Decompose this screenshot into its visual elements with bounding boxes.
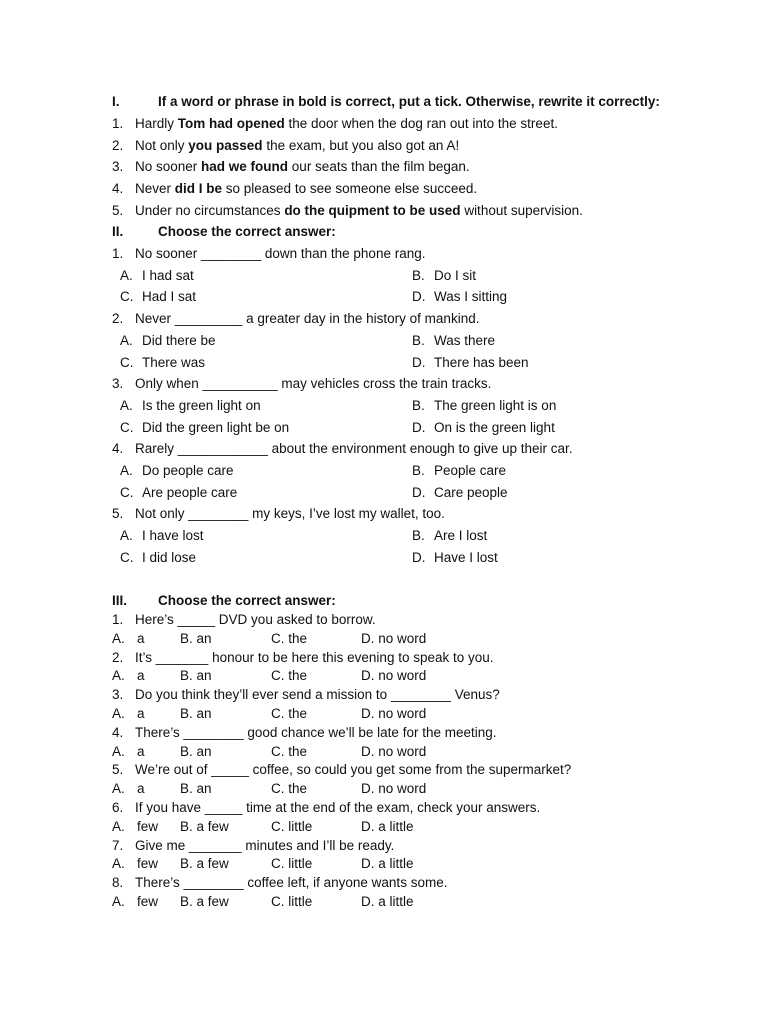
question-number: 7.: [112, 837, 124, 853]
item-number: 3.: [112, 159, 124, 175]
option-b: [412, 396, 556, 416]
question-number: 2.: [112, 649, 124, 665]
question-text: There’s ________ coffee left, if anyone wants some.: [135, 875, 448, 891]
option-letter: C.: [120, 354, 134, 370]
option: a: [137, 630, 145, 646]
option-c: [120, 483, 237, 503]
question-number: 1.: [112, 246, 124, 261]
option-d: [412, 353, 529, 373]
item-bold-phrase: did I be: [174, 181, 223, 197]
question-number: 5.: [112, 506, 124, 522]
option-letter: A.: [120, 267, 133, 283]
question-number: 1.: [112, 612, 124, 627]
option-text: There has been: [434, 354, 529, 370]
option-letter: D.: [412, 419, 426, 435]
item-text: [135, 114, 558, 134]
option: a: [137, 781, 145, 797]
question-number: 4.: [112, 441, 124, 457]
option: B. a few: [180, 856, 229, 872]
item-text-before: Under no circumstances: [135, 202, 285, 218]
option-text: Are people care: [142, 484, 238, 500]
option-row: [112, 629, 512, 649]
item-text-after: our seats than the film began.: [288, 159, 470, 175]
option-row: [120, 461, 720, 481]
option-text: Was I sitting: [434, 289, 508, 305]
option-c: [120, 287, 196, 307]
option-text: Care people: [434, 484, 508, 500]
option-text: I did lose: [142, 549, 197, 565]
question-text: Rarely ____________ about the environment enough to give up their car.: [135, 441, 573, 457]
question-text: Do you think they’ll ever send a mission to ________ Venus?: [135, 687, 500, 703]
option-a: [120, 526, 204, 546]
option-row: [120, 548, 720, 568]
option: D. no word: [361, 668, 427, 684]
option: a: [137, 743, 145, 759]
item-text: [135, 136, 459, 156]
section-heading-text: If a word or phrase in bold is correct, put a tick. Otherwise, rewrite it correctly:: [158, 94, 660, 109]
option-letter: A.: [120, 463, 133, 478]
section-roman: I.: [112, 94, 120, 109]
option-row: [120, 418, 720, 438]
question-text: We’re out of _____ coffee, so could you get some from the supermarket?: [135, 762, 572, 778]
item-text: [135, 179, 477, 199]
option-d: [412, 287, 507, 307]
option-c: [120, 548, 196, 568]
item-bold-phrase: had we found: [201, 159, 289, 175]
option-letter: C.: [120, 419, 134, 435]
option: B. an: [180, 630, 212, 646]
option-letter: A.: [112, 668, 125, 684]
option: B. a few: [180, 818, 229, 834]
section-heading-text: Choose the correct answer:: [158, 593, 336, 608]
option: a: [137, 668, 145, 684]
item-number: 4.: [112, 181, 124, 197]
item-bold-phrase: you passed: [188, 137, 263, 153]
option: D. no word: [361, 630, 427, 646]
option-c: [120, 353, 205, 373]
option: C. the: [271, 781, 308, 797]
question-text: Give me _______ minutes and I’ll be ready.: [135, 837, 395, 853]
section-heading-text: Choose the correct answer:: [158, 224, 336, 239]
item-number: 2.: [112, 137, 124, 153]
option-text: Do people care: [142, 463, 234, 478]
option-b: [412, 266, 476, 286]
option-row: [112, 742, 512, 762]
option-text: I have lost: [142, 528, 204, 544]
option: D. no word: [361, 743, 427, 759]
option-text: The green light is on: [434, 397, 557, 413]
option: B. an: [180, 743, 212, 759]
option: B. a few: [180, 894, 229, 909]
question-number: 4.: [112, 724, 124, 740]
option: few: [137, 856, 159, 872]
option-letter: A.: [112, 781, 125, 797]
option-letter: B.: [412, 332, 425, 348]
item-text: [135, 157, 470, 177]
option-letter: C.: [120, 289, 134, 305]
item-text-before: Not only: [135, 137, 189, 153]
option-d: [412, 483, 508, 503]
question-number: 8.: [112, 875, 124, 891]
option-letter: A.: [120, 528, 133, 544]
option-row: [112, 779, 512, 799]
option-row: [112, 817, 512, 837]
question-number: 3.: [112, 376, 124, 392]
option-letter: D.: [412, 549, 426, 565]
item-text-after: the door when the dog ran out into the street.: [284, 116, 558, 131]
option-text: On is the green light: [434, 419, 555, 435]
item-text-after: the exam, but you also got an A!: [262, 137, 460, 153]
option-letter: A.: [120, 332, 133, 348]
option-letter: D.: [412, 484, 426, 500]
option: D. a little: [361, 818, 414, 834]
option-text: Is the green light on: [142, 397, 261, 413]
option-text: Have I lost: [434, 549, 498, 565]
option-a: [120, 396, 261, 416]
option: C. the: [271, 706, 308, 721]
question-number: 2.: [112, 311, 124, 327]
option-text: Had I sat: [142, 289, 197, 305]
item-text-before: No sooner: [135, 159, 202, 175]
option: a: [137, 706, 145, 721]
option-letter: A.: [112, 630, 125, 646]
option-row: [120, 266, 720, 286]
option-b: [412, 526, 487, 546]
option-row: [120, 526, 720, 546]
option: B. an: [180, 706, 212, 721]
option-letter: A.: [120, 397, 133, 413]
question-text: No sooner ________ down than the phone rang.: [135, 246, 426, 261]
option-row: [112, 854, 512, 874]
option-c: [120, 418, 289, 438]
option: C. the: [271, 630, 308, 646]
option-text: Did the green light be on: [142, 419, 290, 435]
item-text: [135, 201, 583, 221]
option: B. an: [180, 781, 212, 797]
option: D. a little: [361, 856, 414, 872]
option-text: There was: [142, 354, 206, 370]
option-d: [412, 418, 555, 438]
option: C. little: [271, 818, 313, 834]
item-bold-phrase: do the quipment to be used: [284, 202, 461, 218]
option-d: [412, 548, 498, 568]
item-number: 5.: [112, 202, 124, 218]
question-text: If you have _____ time at the end of the exam, check your answers.: [135, 800, 541, 815]
option-row: [112, 666, 512, 686]
option-text: I had sat: [142, 267, 194, 283]
option-row: [120, 353, 720, 373]
item-text-before: Hardly: [135, 116, 178, 131]
section-roman: III.: [112, 593, 128, 608]
option-text: Did there be: [142, 332, 216, 348]
option-row: [112, 892, 512, 912]
option: C. the: [271, 668, 308, 684]
option-text: Are I lost: [434, 528, 488, 544]
option-letter: B.: [412, 463, 425, 478]
option: C. little: [271, 894, 313, 909]
question-text: Here’s _____ DVD you asked to borrow.: [135, 612, 376, 627]
question-number: 5.: [112, 762, 124, 778]
question-number: 6.: [112, 800, 124, 815]
item-text-after: without supervision.: [460, 202, 583, 218]
option-text: People care: [434, 463, 507, 478]
option-row: [120, 396, 720, 416]
section-roman: II.: [112, 224, 124, 239]
option-letter: C.: [120, 484, 134, 500]
option-letter: A.: [112, 856, 125, 872]
option-letter: C.: [120, 549, 134, 565]
option-letter: D.: [412, 289, 426, 305]
option: few: [137, 894, 159, 909]
option-row: [120, 331, 720, 351]
item-bold-phrase: Tom had opened: [177, 116, 285, 131]
item-text-before: Never: [135, 181, 175, 197]
option: B. an: [180, 668, 212, 684]
option: D. no word: [361, 706, 427, 721]
item-text-after: so pleased to see someone else succeed.: [222, 181, 478, 197]
option-letter: D.: [412, 354, 426, 370]
option-letter: B.: [412, 267, 425, 283]
option-text: Was there: [434, 332, 496, 348]
question-text: It’s _______ honour to be here this evening to speak to you.: [135, 649, 494, 665]
question-number: 3.: [112, 687, 124, 703]
question-text: Not only ________ my keys, I’ve lost my wallet, too.: [135, 506, 445, 522]
question-text: Only when __________ may vehicles cross the train tracks.: [135, 376, 492, 392]
option-letter: B.: [412, 528, 425, 544]
option: C. little: [271, 856, 313, 872]
option-letter: A.: [112, 818, 125, 834]
option-letter: B.: [412, 397, 425, 413]
option-a: [120, 461, 234, 481]
question-text: Never _________ a greater day in the history of mankind.: [135, 311, 480, 327]
option-row: [120, 287, 720, 307]
option: D. no word: [361, 781, 427, 797]
option-letter: A.: [112, 706, 125, 721]
option-text: Do I sit: [434, 267, 477, 283]
option-row: [120, 483, 720, 503]
option: C. the: [271, 743, 308, 759]
question-text: There’s ________ good chance we’ll be late for the meeting.: [135, 724, 497, 740]
option-a: [120, 266, 194, 286]
option-letter: A.: [112, 894, 125, 909]
option-letter: A.: [112, 743, 125, 759]
option-b: [412, 461, 506, 481]
option: few: [137, 818, 159, 834]
option-a: [120, 331, 216, 351]
option-row: [112, 704, 512, 724]
option: D. a little: [361, 894, 414, 909]
option-b: [412, 331, 495, 351]
item-number: 1.: [112, 116, 124, 131]
